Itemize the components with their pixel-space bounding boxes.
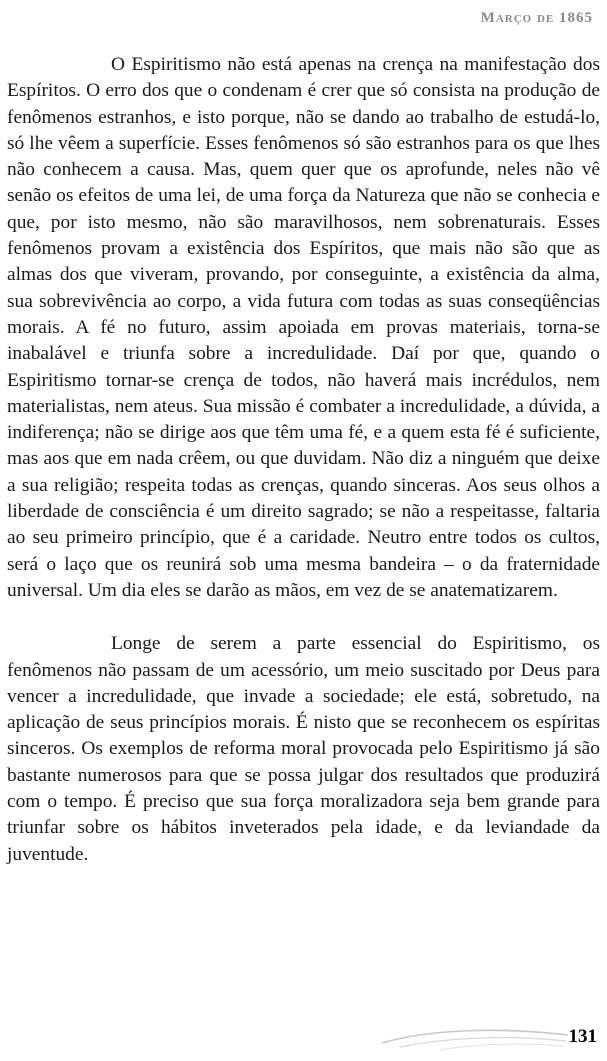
decorative-swoosh-icon [380, 1023, 570, 1053]
running-header: Março de 1865 [480, 10, 593, 26]
paragraph-2: Longe de serem a parte essencial do Espiritismo, os fenômenos não passam de um acessório, um meio suscitado por Deus para vencer a incredulidade, que invade a sociedade; ele está, sobretudo, na aplicação de seus princípios morais. É nisto que se reconhecem os espíritas sinceros. Os exemplos de reforma moral provocada pelo Espiritismo já são bastante numerosos para que se possa julgar dos resultados que produzirá com o tempo. É preciso que sua força moralizadora seja bem grande para triunfar sobre os hábitos inveterados pela idade, e da leviandade da juventude. [7, 633, 600, 865]
paragraph-1: O Espiritismo não está apenas na crença na manifestação dos Espíritos. O erro dos que o condenam é crer que só consista na produção de fenômenos estranhos, e isto porque, não se dando ao trabalho de estudá-lo, só lhe vêem a superfície. Esses fenômenos só são estranhos para os que lhes não conhecem a causa. Mas, quem quer que os aprofunde, neles não vê senão os efeitos de uma lei, de uma força da Natureza que não se conhecia e que, por isto mesmo, não são maravilhosos, nem sobrenaturais. Esses fenômenos provam a existência dos Espíritos, que mais não são que as almas dos que viveram, provando, por conseguinte, a existência da alma, sua sobrevivência ao corpo, a vida futura com todas as suas conseqüências morais. A fé no futuro, assim apoiada em provas materiais, torna-se inabalável e triunfa sobre a incredulidade. Daí por que, quando o Espiritismo tornar-se crença de todos, não haverá mais incrédulos, nem materialistas, nem ateus. Sua missão é combater a incredulidade, a dúvida, a indiferença; não se dirige aos que têm uma fé, e a quem esta fé é suficiente, mas aos que em nada crêem, ou que duvidam. Não diz a ninguém que deixe a sua religião; respeita todas as crenças, quando sinceras. Aos seus olhos a liberdade de consciência é um direito sagrado; se não a respeitasse, faltaria ao seu primeiro princípio, que é a caridade. Neutro entre todos os cultos, será o laço que os reunirá sob uma mesma bandeira – o da fraternidade universal. Um dia eles se darão as mãos, em vez de se anatematizarem. [7, 54, 600, 601]
page-footer [0, 1015, 607, 1061]
page-body [7, 52, 600, 868]
page-number: 131 [568, 1026, 597, 1047]
